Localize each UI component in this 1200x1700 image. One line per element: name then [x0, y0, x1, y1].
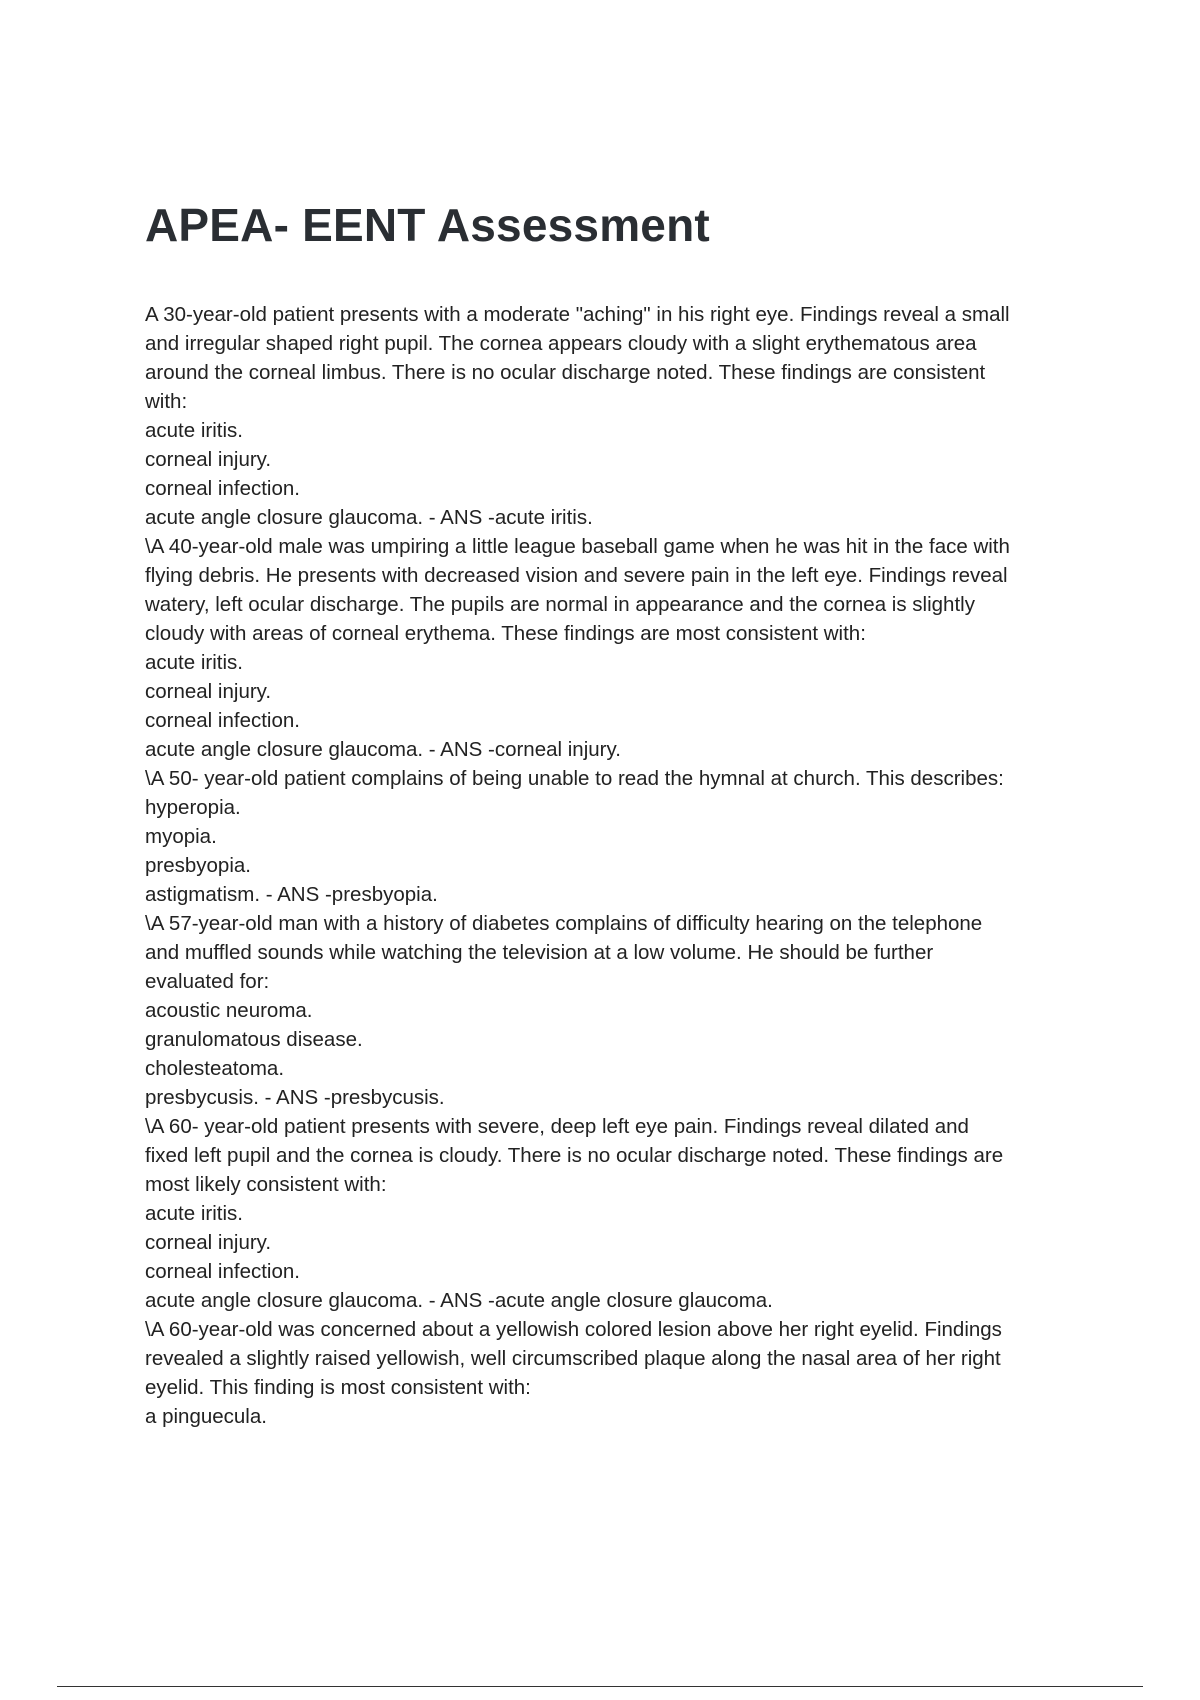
answer-line: acute angle closure glaucoma. - ANS -acute angle closure glaucoma. [145, 1289, 773, 1312]
answer-option: corneal injury. [145, 680, 272, 703]
question-line: watery, left ocular discharge. The pupils are normal in appearance and the cornea is slightly [145, 593, 975, 616]
answer-option: a pinguecula. [145, 1405, 267, 1428]
question-line: \A 57-year-old man with a history of diabetes complains of difficulty hearing on the telephone [145, 912, 983, 935]
question-line: fixed left pupil and the cornea is cloudy. There is no ocular discharge noted. These findings are [145, 1144, 1004, 1167]
question-line: \A 60- year-old patient presents with severe, deep left eye pain. Findings reveal dilated and [145, 1115, 969, 1138]
answer-option: acute iritis. [145, 419, 243, 442]
answer-option: corneal injury. [145, 448, 272, 471]
answer-option: cholesteatoma. [145, 1057, 285, 1080]
question-line: A 30-year-old patient presents with a moderate "aching" in his right eye. Findings reveal a small [145, 303, 1010, 326]
question-line: \A 60-year-old was concerned about a yellowish colored lesion above her right eyelid. Findings [145, 1318, 1002, 1341]
question-line: flying debris. He presents with decreased vision and severe pain in the left eye. Findings reveal [145, 564, 1008, 587]
question-line: evaluated for: [145, 970, 270, 993]
answer-option: hyperopia. [145, 796, 241, 819]
answer-option: acute iritis. [145, 1202, 243, 1225]
page-title: APEA- EENT Assessment [145, 199, 710, 251]
question-line: \A 40-year-old male was umpiring a little league baseball game when he was hit in the face with [145, 535, 1010, 558]
question-line: around the corneal limbus. There is no ocular discharge noted. These findings are consistent [145, 361, 986, 384]
answer-option: corneal injury. [145, 1231, 272, 1254]
answer-line: astigmatism. - ANS -presbyopia. [145, 883, 438, 906]
answer-option: corneal infection. [145, 477, 300, 500]
question-line: cloudy with areas of corneal erythema. These findings are most consistent with: [145, 622, 866, 645]
question-line: eyelid. This finding is most consistent with: [145, 1376, 531, 1399]
answer-option: corneal infection. [145, 1260, 300, 1283]
answer-option: myopia. [145, 825, 217, 848]
document-body [145, 300, 1090, 1431]
answer-option: presbyopia. [145, 854, 251, 877]
answer-line: acute angle closure glaucoma. - ANS -acute iritis. [145, 506, 593, 529]
answer-option: corneal infection. [145, 709, 300, 732]
answer-option: acute iritis. [145, 651, 243, 674]
footer-divider [57, 1686, 1143, 1687]
question-line: revealed a slightly raised yellowish, well circumscribed plaque along the nasal area of her right [145, 1347, 1001, 1370]
answer-option: acoustic neuroma. [145, 999, 313, 1022]
answer-line: acute angle closure glaucoma. - ANS -corneal injury. [145, 738, 621, 761]
question-line: and muffled sounds while watching the television at a low volume. He should be further [145, 941, 934, 964]
answer-line: presbycusis. - ANS -presbycusis. [145, 1086, 445, 1109]
question-line: with: [145, 390, 188, 413]
question-line: most likely consistent with: [145, 1173, 387, 1196]
question-line: \A 50- year-old patient complains of being unable to read the hymnal at church. This describes: [145, 767, 1004, 790]
question-line: and irregular shaped right pupil. The cornea appears cloudy with a slight erythematous area [145, 332, 977, 355]
answer-option: granulomatous disease. [145, 1028, 363, 1051]
